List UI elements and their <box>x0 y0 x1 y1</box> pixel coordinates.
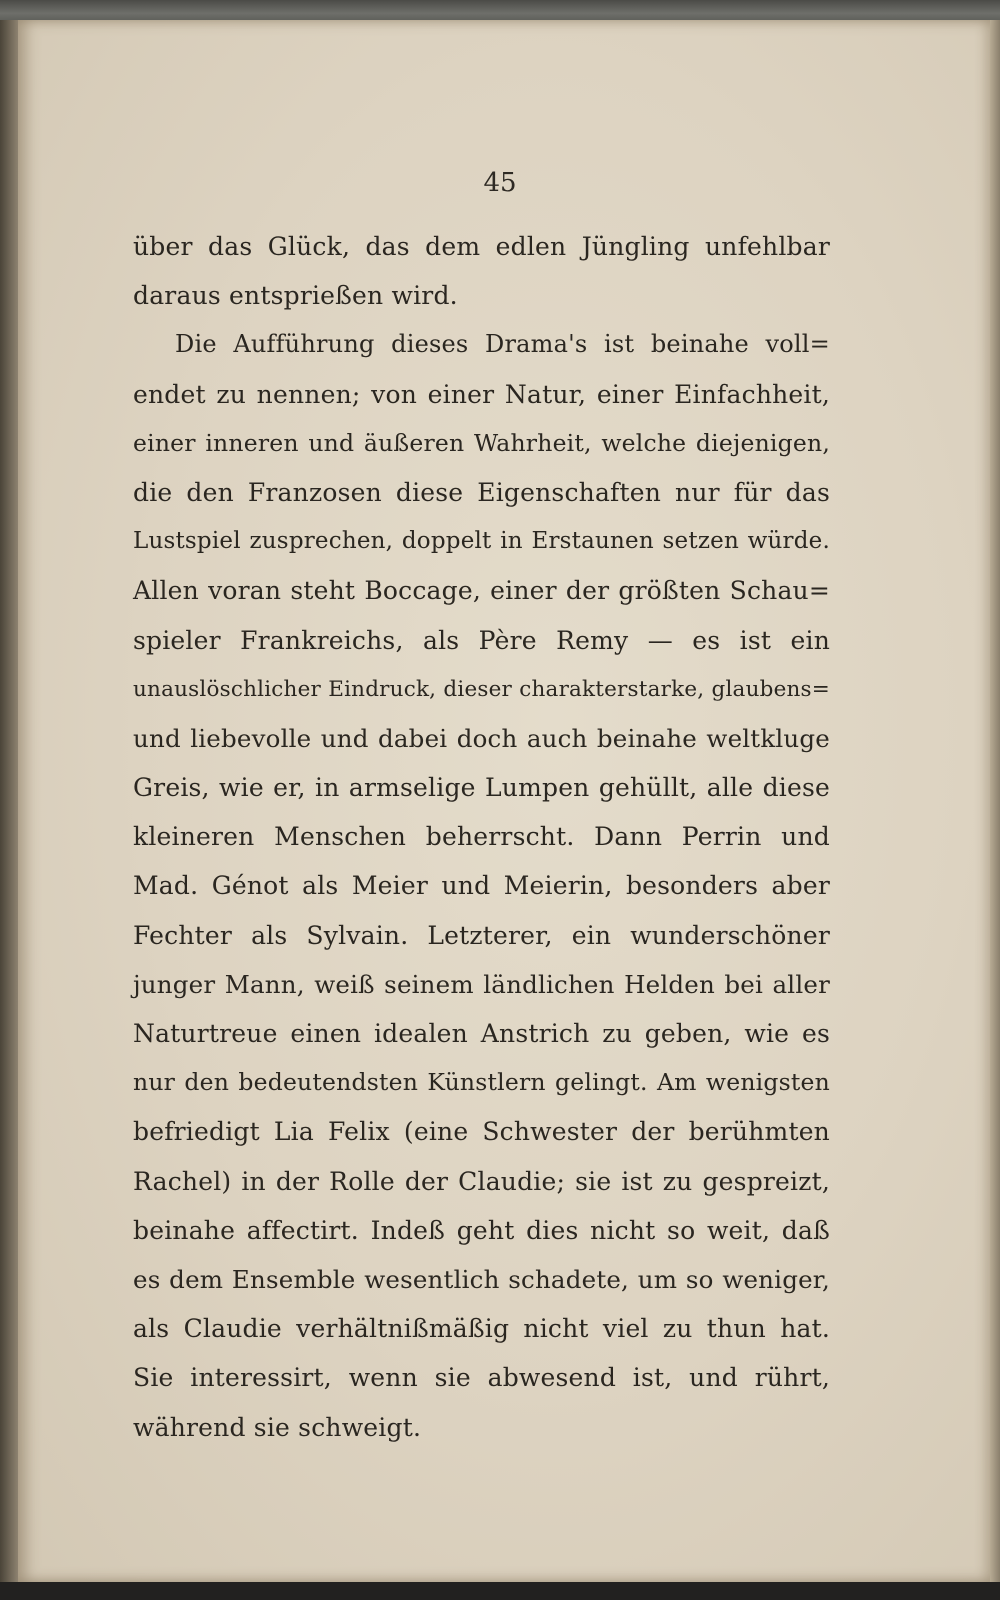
text-line: befriedigt Lia Felix (eine Schwester der berühmten <box>133 1117 830 1147</box>
text-line: Lustspiel zusprechen, doppelt in Erstaunen setzen würde. <box>133 528 830 555</box>
page-left-edge <box>0 20 18 1585</box>
text-line: nur den bedeutendsten Künstlern gelingt. Am wenigsten <box>133 1068 830 1097</box>
text-line: spieler Frankreichs, als Père Remy — es ist ein <box>133 625 830 655</box>
book-bottom-edge <box>0 1582 1000 1600</box>
text-line: Fechter als Sylvain. Letzterer, ein wunderschöner <box>133 920 830 950</box>
text-line: Naturtreue einen idealen Anstrich zu geben, wie es <box>133 1019 830 1048</box>
page-number: 45 <box>483 168 517 198</box>
text-line: und liebevolle und dabei doch auch beinahe weltkluge <box>133 723 830 753</box>
body-text <box>133 222 830 1452</box>
book-top-edge <box>0 0 1000 22</box>
text-line: beinahe affectirt. Indeß geht dies nicht so weit, daß <box>133 1215 830 1245</box>
text-line: die den Franzosen diese Eigenschaften nur für das <box>133 477 830 507</box>
text-line: Greis, wie er, in armselige Lumpen gehüllt, alle diese <box>133 773 830 803</box>
text-line: Die Aufführung dieses Drama's ist beinahe voll= <box>175 330 830 359</box>
text-line: Allen voran steht Boccage, einer der größten Schau= <box>133 576 830 606</box>
text-line: während sie schweigt. <box>133 1412 422 1442</box>
text-line: Sie interessirt, wenn sie abwesend ist, und rührt, <box>133 1363 830 1393</box>
text-line: junger Mann, weiß seinem ländlichen Helden bei aller <box>133 969 830 999</box>
text-line: Rachel) in der Rolle der Claudie; sie ist zu gespreizt, <box>133 1166 830 1196</box>
text-line: Mad. Génot als Meier und Meierin, besonders aber <box>133 871 830 901</box>
text-line: einer inneren und äußeren Wahrheit, welche diejenigen, <box>133 428 830 457</box>
text-line: über das Glück, das dem edlen Jüngling unfehlbar <box>133 232 830 261</box>
text-line: unauslöschlicher Eindruck, dieser charakterstarke, glaubens= <box>133 676 830 702</box>
text-line: als Claudie verhältnißmäßig nicht viel zu thun hat. <box>133 1314 830 1344</box>
text-line: daraus entsprießen wird. <box>133 281 458 311</box>
text-line: es dem Ensemble wesentlich schadete, um so weniger, <box>133 1264 830 1294</box>
page-right-edge <box>990 20 1000 1585</box>
text-line: kleineren Menschen beherrscht. Dann Perrin und <box>133 822 830 852</box>
text-line: endet zu nennen; von einer Natur, einer Einfachheit, <box>133 379 830 409</box>
